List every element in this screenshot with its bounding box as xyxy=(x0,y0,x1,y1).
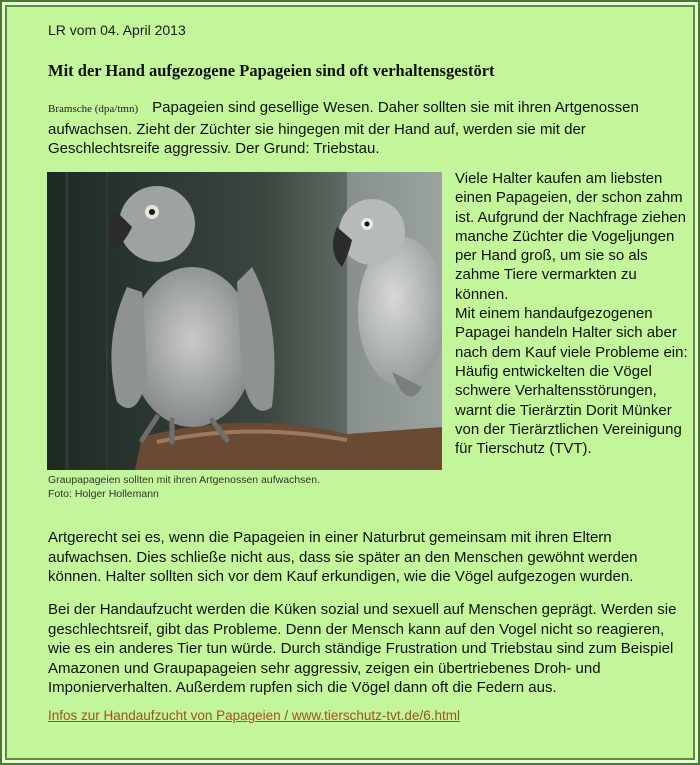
headline: Mit der Hand aufgezogene Papageien sind oft verhaltensgestört xyxy=(48,61,495,80)
photo-credit: Foto: Holger Hollemann xyxy=(48,488,159,500)
side-column xyxy=(455,169,690,458)
body-paragraph: Artgerecht sei es, wenn die Papageien in einer Naturbrut gemeinsam mit ihren Eltern aufwachsen. Dies schließe nicht aus, dass sie später an den Menschen gewöhnt werden können. Halter sollten sich vor dem Kauf erkundigen, wie die Vögel aufgezogen wurden. xyxy=(48,529,638,585)
intro-text: Papageien sind gesellige Wesen. Daher sollten sie mit ihren Artgenossen aufwachsen. Zieht der Züchter sie hingegen mit der Hand auf, werden sie mit der Geschlechtsreife aggressiv. Der Grund: Triebstau. xyxy=(48,99,639,157)
side-paragraph: Häufig entwickelten die Vögel schwere Verhaltensstörungen, warnt die Tierärztin Dorit Münker von der Tierärztlichen Vereinigung für Tierschutz (TVT). xyxy=(455,362,682,458)
parrot-image xyxy=(47,172,442,470)
body-paragraph: Bei der Handaufzucht werden die Küken sozial und sexuell auf Menschen geprägt. Werden sie geschlechtsreif, gibt das Probleme. Denn der Mensch kann auf den Vogel nicht so reagieren, wie es ein anderes Tier tun würde. Durch ständige Frustration und Triebstau sind zum Beispiel Amazonen und Graupapageien sehr aggressiv, zeigen ein übertriebenes Droh- und Imponierverhalten. Außerdem rupfen sich die Vögel dann oft die Federn aus. xyxy=(48,601,677,696)
date-line: LR vom 04. April 2013 xyxy=(48,22,186,38)
photo-caption xyxy=(48,473,320,501)
intro-paragraph xyxy=(48,98,668,159)
side-paragraph: Viele Halter kaufen am liebsten einen Papageien, der schon zahm ist. Aufgrund der Nachfrage ziehen manche Züchter die Vogeljungen per Hand groß, um sie so als zahme Tiere vermarkten zu können. xyxy=(455,170,686,303)
caption-text: Graupapageien sollten mit ihren Artgenossen aufwachsen. xyxy=(48,474,321,486)
info-link[interactable]: Infos zur Handaufzucht von Papageien / www.tierschutz-tvt.de/6.html xyxy=(48,708,460,723)
parrot-photo xyxy=(47,172,442,470)
source-label: Bramsche (dpa/tmn) xyxy=(48,103,139,115)
side-paragraph: Mit einem handaufgezogenen Papagei handeln Halter sich aber nach dem Kauf viele Probleme ein: xyxy=(455,305,688,361)
